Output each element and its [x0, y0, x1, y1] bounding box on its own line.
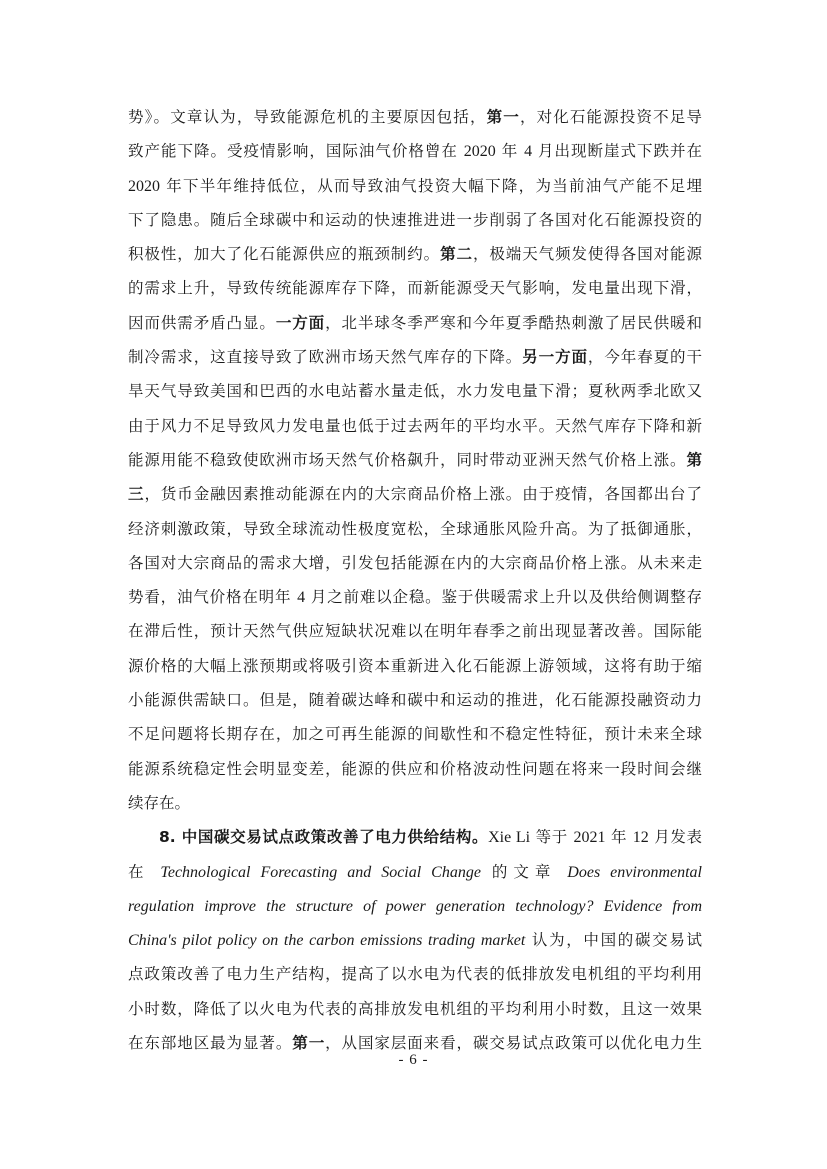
- text-line: 因而供需矛盾凸显。一方面，北半球冬季严寒和今年夏季酷热刺激了居民供暖和: [128, 313, 702, 332]
- text-line: 续存在。: [128, 793, 191, 812]
- text-line: 源价格的大幅上涨预期或将吸引资本重新进入化石能源上游领域，这将有助于缩: [128, 656, 702, 675]
- journal-title: Technological Forecasting and Social Change: [160, 863, 481, 881]
- article-title-part1: Does environmental: [567, 863, 702, 881]
- text-line: 小能源供需缺口。但是，随着碳达峰和碳中和运动的推进，化石能源投融资动力: [128, 691, 702, 710]
- text-line: 三，货币金融因素推动能源在内的大宗商品价格上涨。由于疫情，各国都出台了: [128, 485, 702, 504]
- text-line: 各国对大宗商品的需求大增，引发包括能源在内的大宗商品价格上涨。从未来走: [128, 553, 702, 572]
- text-line: 积极性，加大了化石能源供应的瓶颈制约。第二，极端天气频发使得各国对能源: [128, 245, 702, 264]
- text-line: 不足问题将长期存在，加之可再生能源的间歇性和不稳定性特征，预计未来全球: [128, 725, 702, 744]
- document-body: [128, 100, 702, 1060]
- text-line: 能源系统稳定性会明显变差，能源的供应和价格波动性问题在将来一段时间会继: [128, 759, 702, 778]
- emphasis-third-part2: 三: [128, 485, 145, 504]
- paragraph-carbon-trading: [128, 820, 702, 1060]
- text-line: [128, 889, 702, 923]
- text-line: 能源用能不稳致使欧洲市场天然气价格飙升，同时带动亚洲天然气价格上涨。第: [128, 450, 702, 469]
- page-number: - 6 -: [398, 1052, 429, 1068]
- article-title-part3: China's pilot policy on the carbon emissions trading market: [128, 932, 526, 950]
- section-heading-8: 8. 中国碳交易试点政策改善了电力供给结构。: [159, 828, 489, 847]
- text-line: 在东部地区最为显著。第一，从国家层面来看，碳交易试点政策可以优化电力生: [128, 1034, 702, 1053]
- emphasis-second: 第二: [440, 245, 473, 264]
- emphasis-on-other-hand: 另一方面: [522, 348, 588, 367]
- text-line: 经济刺激政策，导致全球流动性极度宽松，全球通胀风险升高。为了抵御通胀，: [128, 519, 702, 538]
- text-line: 2020 年下半年维持低位，从而导致油气投资大幅下降，为当前油气产能不足埋: [128, 176, 702, 195]
- emphasis-first: 第一: [486, 108, 520, 126]
- text-line: 致产能下降。受疫情影响，国际油气价格曾在 2020 年 4 月出现断崖式下跌并在: [128, 142, 702, 161]
- emphasis-on-one-hand: 一方面: [275, 313, 326, 332]
- text-line: 点政策改善了电力生产结构，提高了以水电为代表的低排放发电机组的平均利用: [128, 965, 702, 984]
- text-line: 小时数，降低了以火电为代表的高排放发电机组的平均利用小时数，且这一效果: [128, 999, 702, 1018]
- text-line: 的需求上升，导致传统能源库存下降，而新能源受天气影响，发电量出现下滑，: [128, 279, 702, 298]
- text-line: 制冷需求，这直接导致了欧洲市场天然气库存的下降。另一方面，今年春夏的干: [128, 348, 702, 367]
- text-line: 下了隐患。随后全球碳中和运动的快速推进进一步削弱了各国对化石能源投资的: [128, 210, 702, 229]
- text-line: 势看，油气价格在明年 4 月之前难以企稳。鉴于供暖需求上升以及供给侧调整存: [128, 588, 702, 607]
- text-line: 旱天气导致美国和巴西的水电站蓄水量走低，水力发电量下滑；夏秋两季北欧又: [128, 382, 702, 401]
- emphasis-first-2: 第一: [292, 1034, 326, 1053]
- text-line: 由于风力不足导致风力发电量也低于过去两年的平均水平。天然气库存下降和新: [128, 416, 702, 435]
- text-line: 势》。文章认为，导致能源危机的主要原因包括，第一，对化石能源投资不足导: [128, 108, 702, 126]
- paragraph-energy-crisis: [128, 100, 702, 820]
- text-line: China's pilot policy on the carbon emissions trading market 认为，中国的碳交易试: [128, 931, 702, 950]
- text-line: 在滞后性，预计天然气供应短缺状况难以在明年春季之前出现显著改善。国际能: [128, 622, 702, 641]
- emphasis-third-part1: 第: [686, 450, 702, 469]
- text-line: 8. 中国碳交易试点政策改善了电力供给结构。Xie Li 等于 2021 年 12 月发表: [159, 828, 702, 847]
- text-line: 在 Technological Forecasting and Social Change 的文章 Does environmental: [128, 862, 702, 881]
- article-title-part2: regulation improve the structure of power generation technology? Evidence from: [128, 897, 702, 915]
